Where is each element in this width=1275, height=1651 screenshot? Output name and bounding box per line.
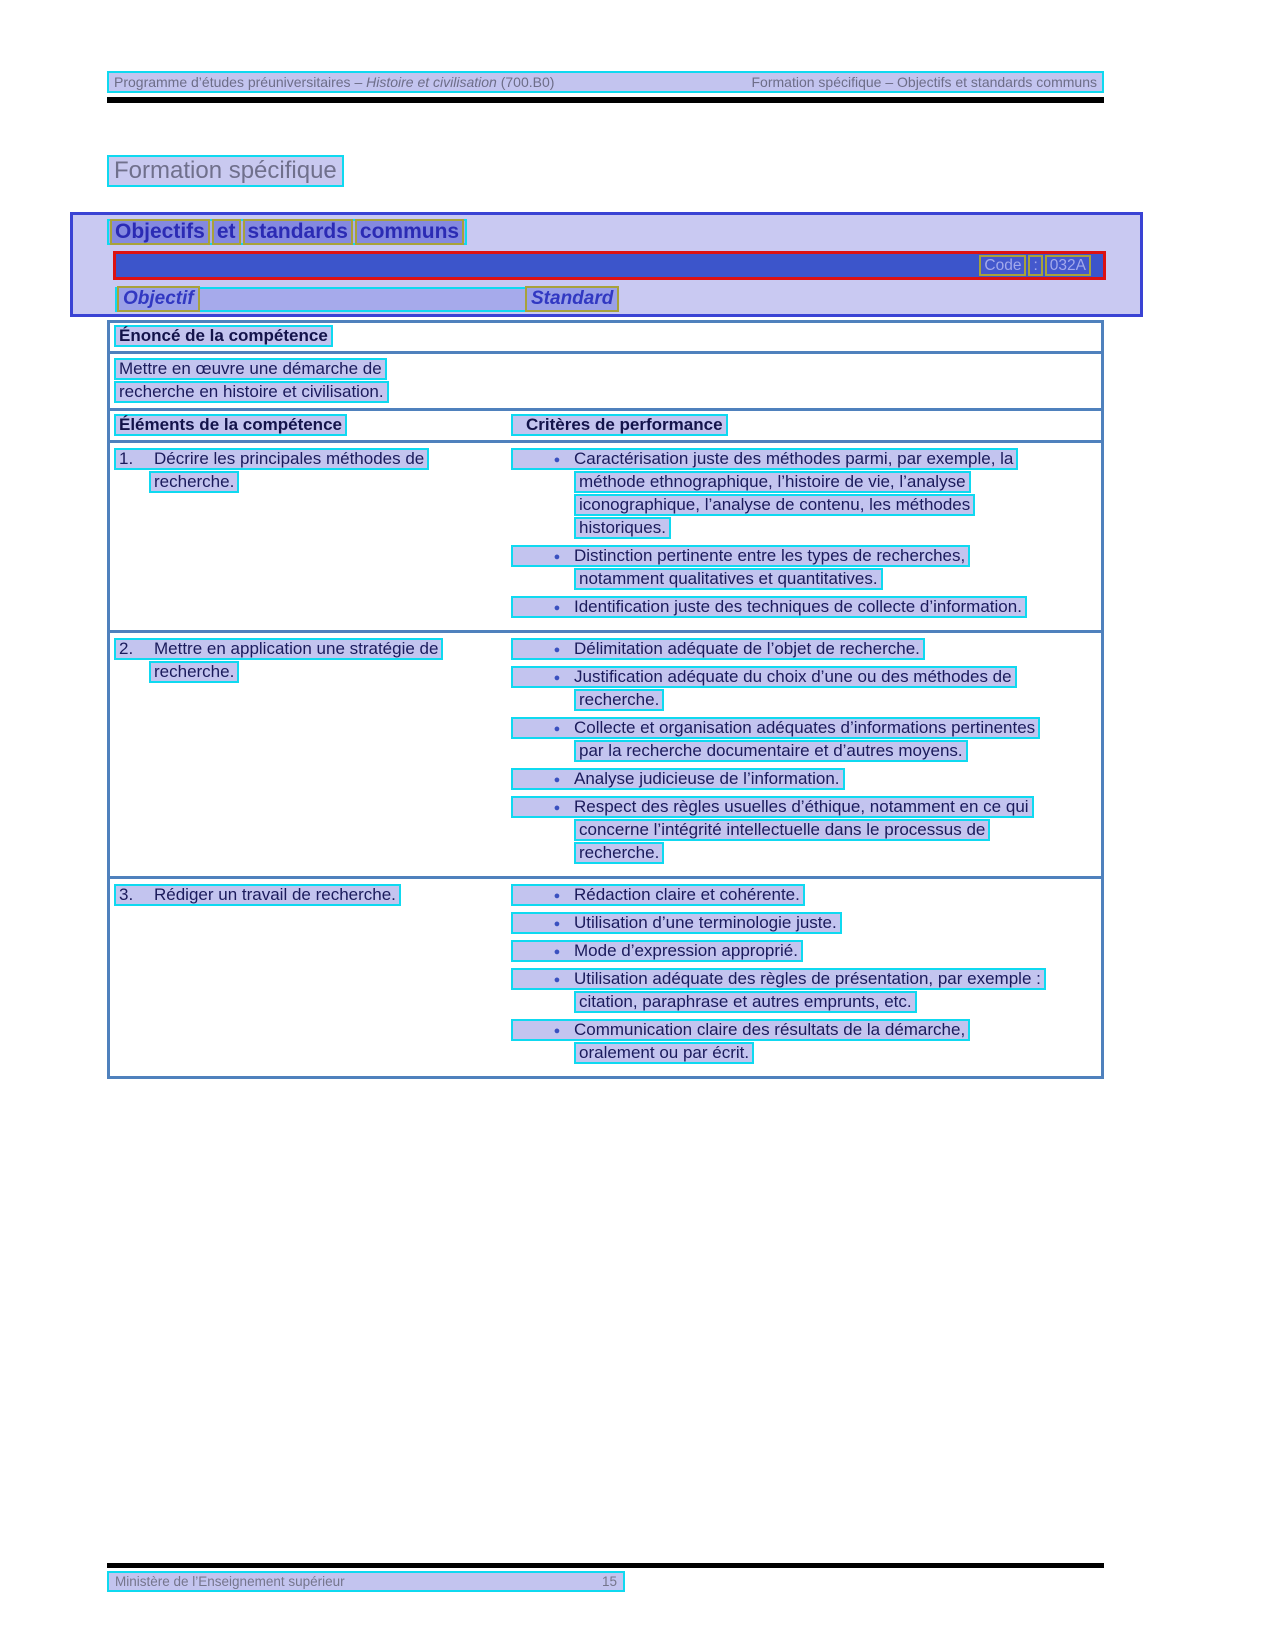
enonce-table [107, 320, 1104, 412]
criterion-line: citation, paraphrase et autres emprunts, etc. [574, 991, 917, 1013]
criterion-line: historiques. [574, 517, 671, 539]
criterion-line-row [509, 884, 1101, 907]
section-heading-word: communs [355, 219, 464, 245]
criterion-first-line: ● Utilisation adéquate des règles de présentation, par exemple : [511, 968, 1046, 990]
code-bar [113, 251, 1106, 280]
enonce-body [110, 354, 1101, 409]
criterion [509, 666, 1101, 712]
criterion-first-line: ● Respect des règles usuelles d’éthique, notamment en ce qui [511, 796, 1034, 818]
page-title-text: Formation spécifique [107, 155, 344, 187]
page-footer [107, 1571, 625, 1592]
criterion-line-row [509, 912, 1101, 935]
code-word: Code [979, 255, 1026, 276]
bullet-icon: ● [553, 801, 561, 814]
element-line-row [114, 638, 509, 661]
criterion-line-row [509, 1042, 1101, 1065]
enonce-header-row [110, 323, 1101, 354]
criterion [509, 884, 1101, 907]
col2-header-cell [509, 414, 1101, 436]
bullet-icon: ● [553, 722, 561, 735]
criteria-cell [509, 884, 1101, 1070]
criterion-first-line: ● Distinction pertinente entre les types de recherches, [511, 545, 970, 567]
criterion-line: iconographique, l’analyse de contenu, les méthodes [574, 494, 975, 516]
element-line: recherche. [149, 471, 239, 493]
element-cell [110, 448, 509, 624]
criterion-line-row [509, 638, 1101, 661]
criterion-line-row [509, 568, 1101, 591]
enonce-header: Énoncé de la compétence [114, 325, 333, 347]
bullet-icon: ● [553, 601, 561, 614]
element-number: 2. [119, 639, 134, 658]
col1-header: Éléments de la compétence [114, 414, 347, 436]
criterion-line-row [509, 494, 1101, 517]
criterion-line: concerne l’intégrité intellectuelle dans le processus de [574, 819, 990, 841]
header-rule [107, 97, 1104, 103]
criterion-first-line: ● Identification juste des techniques de collecte d’information. [511, 596, 1027, 618]
element-number: 3. [119, 885, 134, 904]
criterion-line-row [509, 471, 1101, 494]
criterion-first-line: ● Justification adéquate du choix d’une ou des méthodes de [511, 666, 1017, 688]
bullet-icon: ● [553, 945, 561, 958]
criterion-first-line: ● Rédaction claire et cohérente. [511, 884, 805, 906]
section-heading-word: et [212, 219, 241, 245]
running-header [107, 71, 1104, 93]
competence-row [110, 443, 1101, 633]
criterion [509, 448, 1101, 540]
footer-rule [107, 1563, 1104, 1568]
competence-row [110, 879, 1101, 1076]
element-cell [110, 638, 509, 870]
code-word: : [1028, 255, 1042, 276]
elements-table [107, 408, 1104, 1079]
enonce-line: recherche en histoire et civilisation. [114, 381, 389, 403]
page-number: 15 [601, 1574, 617, 1589]
element-line-row [114, 471, 509, 494]
criterion-line-row [509, 940, 1101, 963]
element-line: 2. Mettre en application une stratégie de [114, 638, 443, 660]
criteria-cell [509, 638, 1101, 870]
enonce-line-row [114, 358, 1101, 381]
running-header-left [114, 74, 554, 90]
criterion-line-row [509, 666, 1101, 689]
bullet-icon: ● [553, 550, 561, 563]
element-line-row [114, 661, 509, 684]
criterion-first-line: ● Analyse judicieuse de l’information. [511, 768, 845, 790]
element-number: 1. [119, 449, 134, 468]
bullet-icon: ● [553, 643, 561, 656]
elements-header-row [110, 411, 1101, 443]
criterion-first-line: ● Caractérisation juste des méthodes parmi, par exemple, la [511, 448, 1018, 470]
section-box [70, 212, 1143, 317]
criterion-line-row [509, 842, 1101, 865]
section-heading-word: standards [243, 219, 353, 245]
header-left-prefix: Programme d’études préuniversitaires – [114, 74, 367, 90]
criterion [509, 1019, 1101, 1065]
page-title [107, 155, 344, 187]
criterion [509, 940, 1101, 963]
criterion [509, 545, 1101, 591]
criterion [509, 968, 1101, 1014]
element-line: 1. Décrire les principales méthodes de [114, 448, 429, 470]
competence-row [110, 633, 1101, 879]
element-line-row [114, 448, 509, 471]
header-left-suffix: (700.B0) [496, 74, 555, 90]
criterion-line-row [509, 768, 1101, 791]
section-heading-word: Objectifs [110, 219, 210, 245]
criterion [509, 768, 1101, 791]
section-heading [107, 219, 467, 245]
criterion-line-row [509, 796, 1101, 819]
criterion-first-line: ● Collecte et organisation adéquates d’informations pertinentes [511, 717, 1040, 739]
element-line-row [114, 884, 509, 907]
running-header-right: Formation spécifique – Objectifs et standards communs [751, 74, 1097, 90]
criterion [509, 717, 1101, 763]
criteria-cell [509, 448, 1101, 624]
criterion-line-row [509, 740, 1101, 763]
criterion-line-row [509, 717, 1101, 740]
col1-header-cell [110, 414, 509, 436]
objectif-label: Objectif [117, 286, 200, 312]
element-cell [110, 884, 509, 1070]
criterion-line: notamment qualitatives et quantitatives. [574, 568, 883, 590]
criterion-first-line: ● Délimitation adéquate de l’objet de recherche. [511, 638, 925, 660]
bullet-icon: ● [553, 917, 561, 930]
criterion-line: par la recherche documentaire et d’autres moyens. [574, 740, 968, 762]
element-line: 3. Rédiger un travail de recherche. [114, 884, 401, 906]
competence-rows [110, 443, 1101, 1076]
bullet-icon: ● [553, 889, 561, 902]
criterion-line-row [509, 448, 1101, 471]
element-line: recherche. [149, 661, 239, 683]
criterion-line-row [509, 545, 1101, 568]
bullet-icon: ● [553, 453, 561, 466]
criterion-first-line: ● Mode d’expression approprié. [511, 940, 803, 962]
header-left-italic: Histoire et civilisation [366, 74, 497, 90]
objectif-standard-row [73, 287, 1140, 313]
code-label [977, 255, 1091, 276]
criterion-line: méthode ethnographique, l’histoire de vie, l’analyse [574, 471, 971, 493]
criterion-line-row [509, 1019, 1101, 1042]
criterion-line-row [509, 596, 1101, 619]
criterion [509, 912, 1101, 935]
enonce-line-row [114, 381, 1101, 404]
criterion-line-row [509, 968, 1101, 991]
criterion-line: oralement ou par écrit. [574, 1042, 754, 1064]
bullet-icon: ● [553, 973, 561, 986]
code-word: 032A [1045, 255, 1091, 276]
criterion [509, 596, 1101, 619]
criterion-line: recherche. [574, 689, 664, 711]
criterion-first-line: ● Utilisation d’une terminologie juste. [511, 912, 842, 934]
criterion-line-row [509, 689, 1101, 712]
enonce-line: Mettre en œuvre une démarche de [114, 358, 387, 380]
footer-ministry: Ministère de l’Enseignement supérieur [115, 1574, 345, 1589]
criterion-line-row [509, 819, 1101, 842]
criterion-line: recherche. [574, 842, 664, 864]
criterion-line-row [509, 991, 1101, 1014]
bullet-icon: ● [553, 1024, 561, 1037]
criterion-line-row [509, 517, 1101, 540]
criterion [509, 796, 1101, 865]
standard-label: Standard [525, 286, 619, 312]
criterion-first-line: ● Communication claire des résultats de la démarche, [511, 1019, 970, 1041]
col2-header: Critères de performance [511, 414, 728, 436]
bullet-icon: ● [553, 773, 561, 786]
bullet-icon: ● [553, 671, 561, 684]
criterion [509, 638, 1101, 661]
